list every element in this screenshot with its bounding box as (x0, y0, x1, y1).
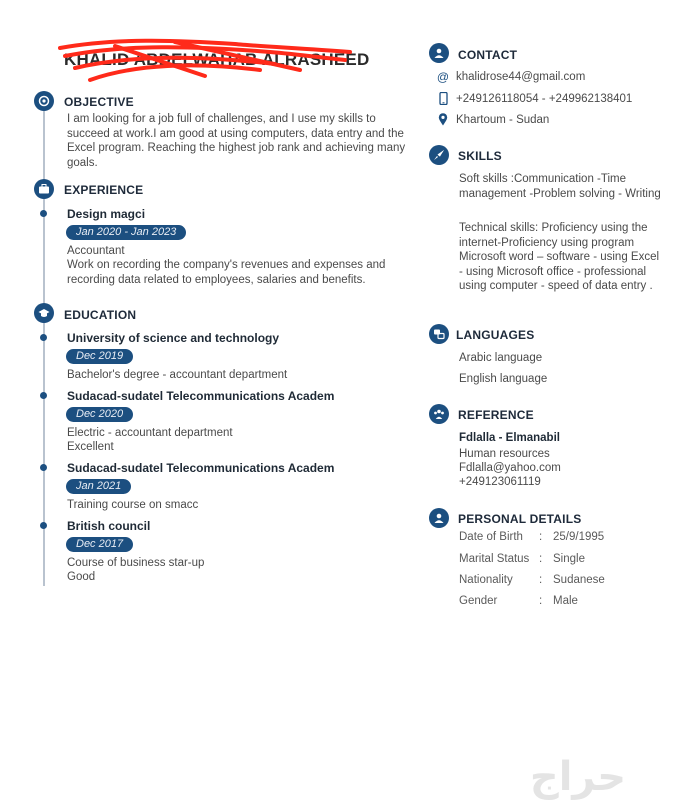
redaction-scribble (55, 34, 355, 84)
personal-label: Gender (459, 595, 498, 607)
education-detail: Training course on smacc (67, 499, 199, 511)
education-grade: Excellent (67, 441, 114, 453)
personal-label: Nationality (459, 574, 513, 586)
education-date-badge: Dec 2017 (66, 537, 133, 552)
personal-colon: : (539, 595, 543, 607)
education-date-badge: Jan 2021 (66, 479, 131, 494)
personal-details-title: PERSONAL DETAILS (458, 512, 582, 526)
personal-label: Date of Birth (459, 531, 523, 543)
language-item: English language (459, 373, 548, 385)
objective-icon (34, 91, 54, 111)
education-date-badge: Dec 2019 (66, 349, 133, 364)
briefcase-icon (34, 179, 54, 199)
personal-colon: : (539, 553, 543, 565)
personal-value: Male (553, 595, 578, 607)
contact-location: Khartoum - Sudan (456, 114, 550, 126)
education-date-badge: Dec 2020 (66, 407, 133, 422)
education-detail: Electric - accountant department (67, 427, 233, 439)
location-pin-icon (436, 113, 450, 127)
education-detail: Bachelor's degree - accountant department (67, 369, 288, 381)
education-school: Sudacad-sudatel Telecommunications Academ (67, 461, 335, 475)
timeline-dot (40, 210, 47, 217)
personal-value: 25/9/1995 (553, 531, 605, 543)
graduation-cap-icon (34, 303, 54, 323)
skills-title: SKILLS (458, 149, 502, 163)
contact-email[interactable]: khalidrose44@gmail.com (456, 71, 586, 83)
personal-colon: : (539, 531, 543, 543)
user-icon (429, 43, 449, 63)
education-title: EDUCATION (64, 308, 137, 322)
language-item: Arabic language (459, 352, 543, 364)
experience-description: Work on recording the company's revenues and expenses and recording data related to employees, salaries and benefits. (67, 259, 386, 286)
soft-skills-text: Soft skills :Communication -Time management -Problem solving - Writing (459, 173, 661, 200)
personal-value: Single (553, 553, 585, 565)
rocket-icon (429, 145, 449, 165)
timeline-dot (40, 464, 47, 471)
personal-colon: : (539, 574, 543, 586)
experience-title: EXPERIENCE (64, 183, 144, 197)
reference-phone[interactable]: +249123061119 (459, 476, 541, 488)
education-detail: Course of business star-up (67, 557, 205, 569)
phone-icon (436, 92, 450, 106)
education-grade: Good (67, 571, 96, 583)
candidate-name: KHALID ABDELWAHAB ALRASHEED (64, 50, 370, 69)
experience-date-badge: Jan 2020 - Jan 2023 (66, 225, 186, 240)
contact-title: CONTACT (458, 48, 518, 62)
watermark-logo: حراج (529, 754, 627, 800)
timeline-dot (40, 522, 47, 529)
reference-role: Human resources (459, 448, 550, 460)
language-icon (429, 324, 449, 344)
group-icon (429, 404, 449, 424)
user-icon (429, 508, 449, 528)
timeline-dot (40, 392, 47, 399)
at-sign-icon: @ (436, 70, 450, 84)
experience-company: Design magci (67, 207, 146, 221)
objective-text: I am looking for a job full of challenges, and I use my skills to succeed at work.I am good at using computers, data entry and the Excel program. Reaching the highest job rank and achieving many goals. (67, 113, 406, 169)
reference-title: REFERENCE (458, 408, 534, 422)
education-school: University of science and technology (67, 331, 280, 345)
education-school: Sudacad-sudatel Telecommunications Academ (67, 389, 335, 403)
experience-role: Accountant (67, 245, 125, 257)
timeline-dot (40, 334, 47, 341)
reference-email[interactable]: Fdlalla@yahoo.com (459, 462, 561, 474)
education-school: British council (67, 519, 151, 533)
personal-value: Sudanese (553, 574, 605, 586)
personal-label: Marital Status (459, 553, 530, 565)
contact-phone[interactable]: +249126118054 - +249962138401 (456, 93, 633, 105)
reference-name: Fdlalla - Elmanabil (459, 432, 560, 444)
objective-title: OBJECTIVE (64, 95, 134, 109)
technical-skills-text: Technical skills: Proficiency using the internet-Proficiency using program Microsoft word – software - using Excel - using Microsoft office - professional using computer - speed of data entry . (459, 222, 660, 292)
languages-title: LANGUAGES (456, 328, 535, 342)
